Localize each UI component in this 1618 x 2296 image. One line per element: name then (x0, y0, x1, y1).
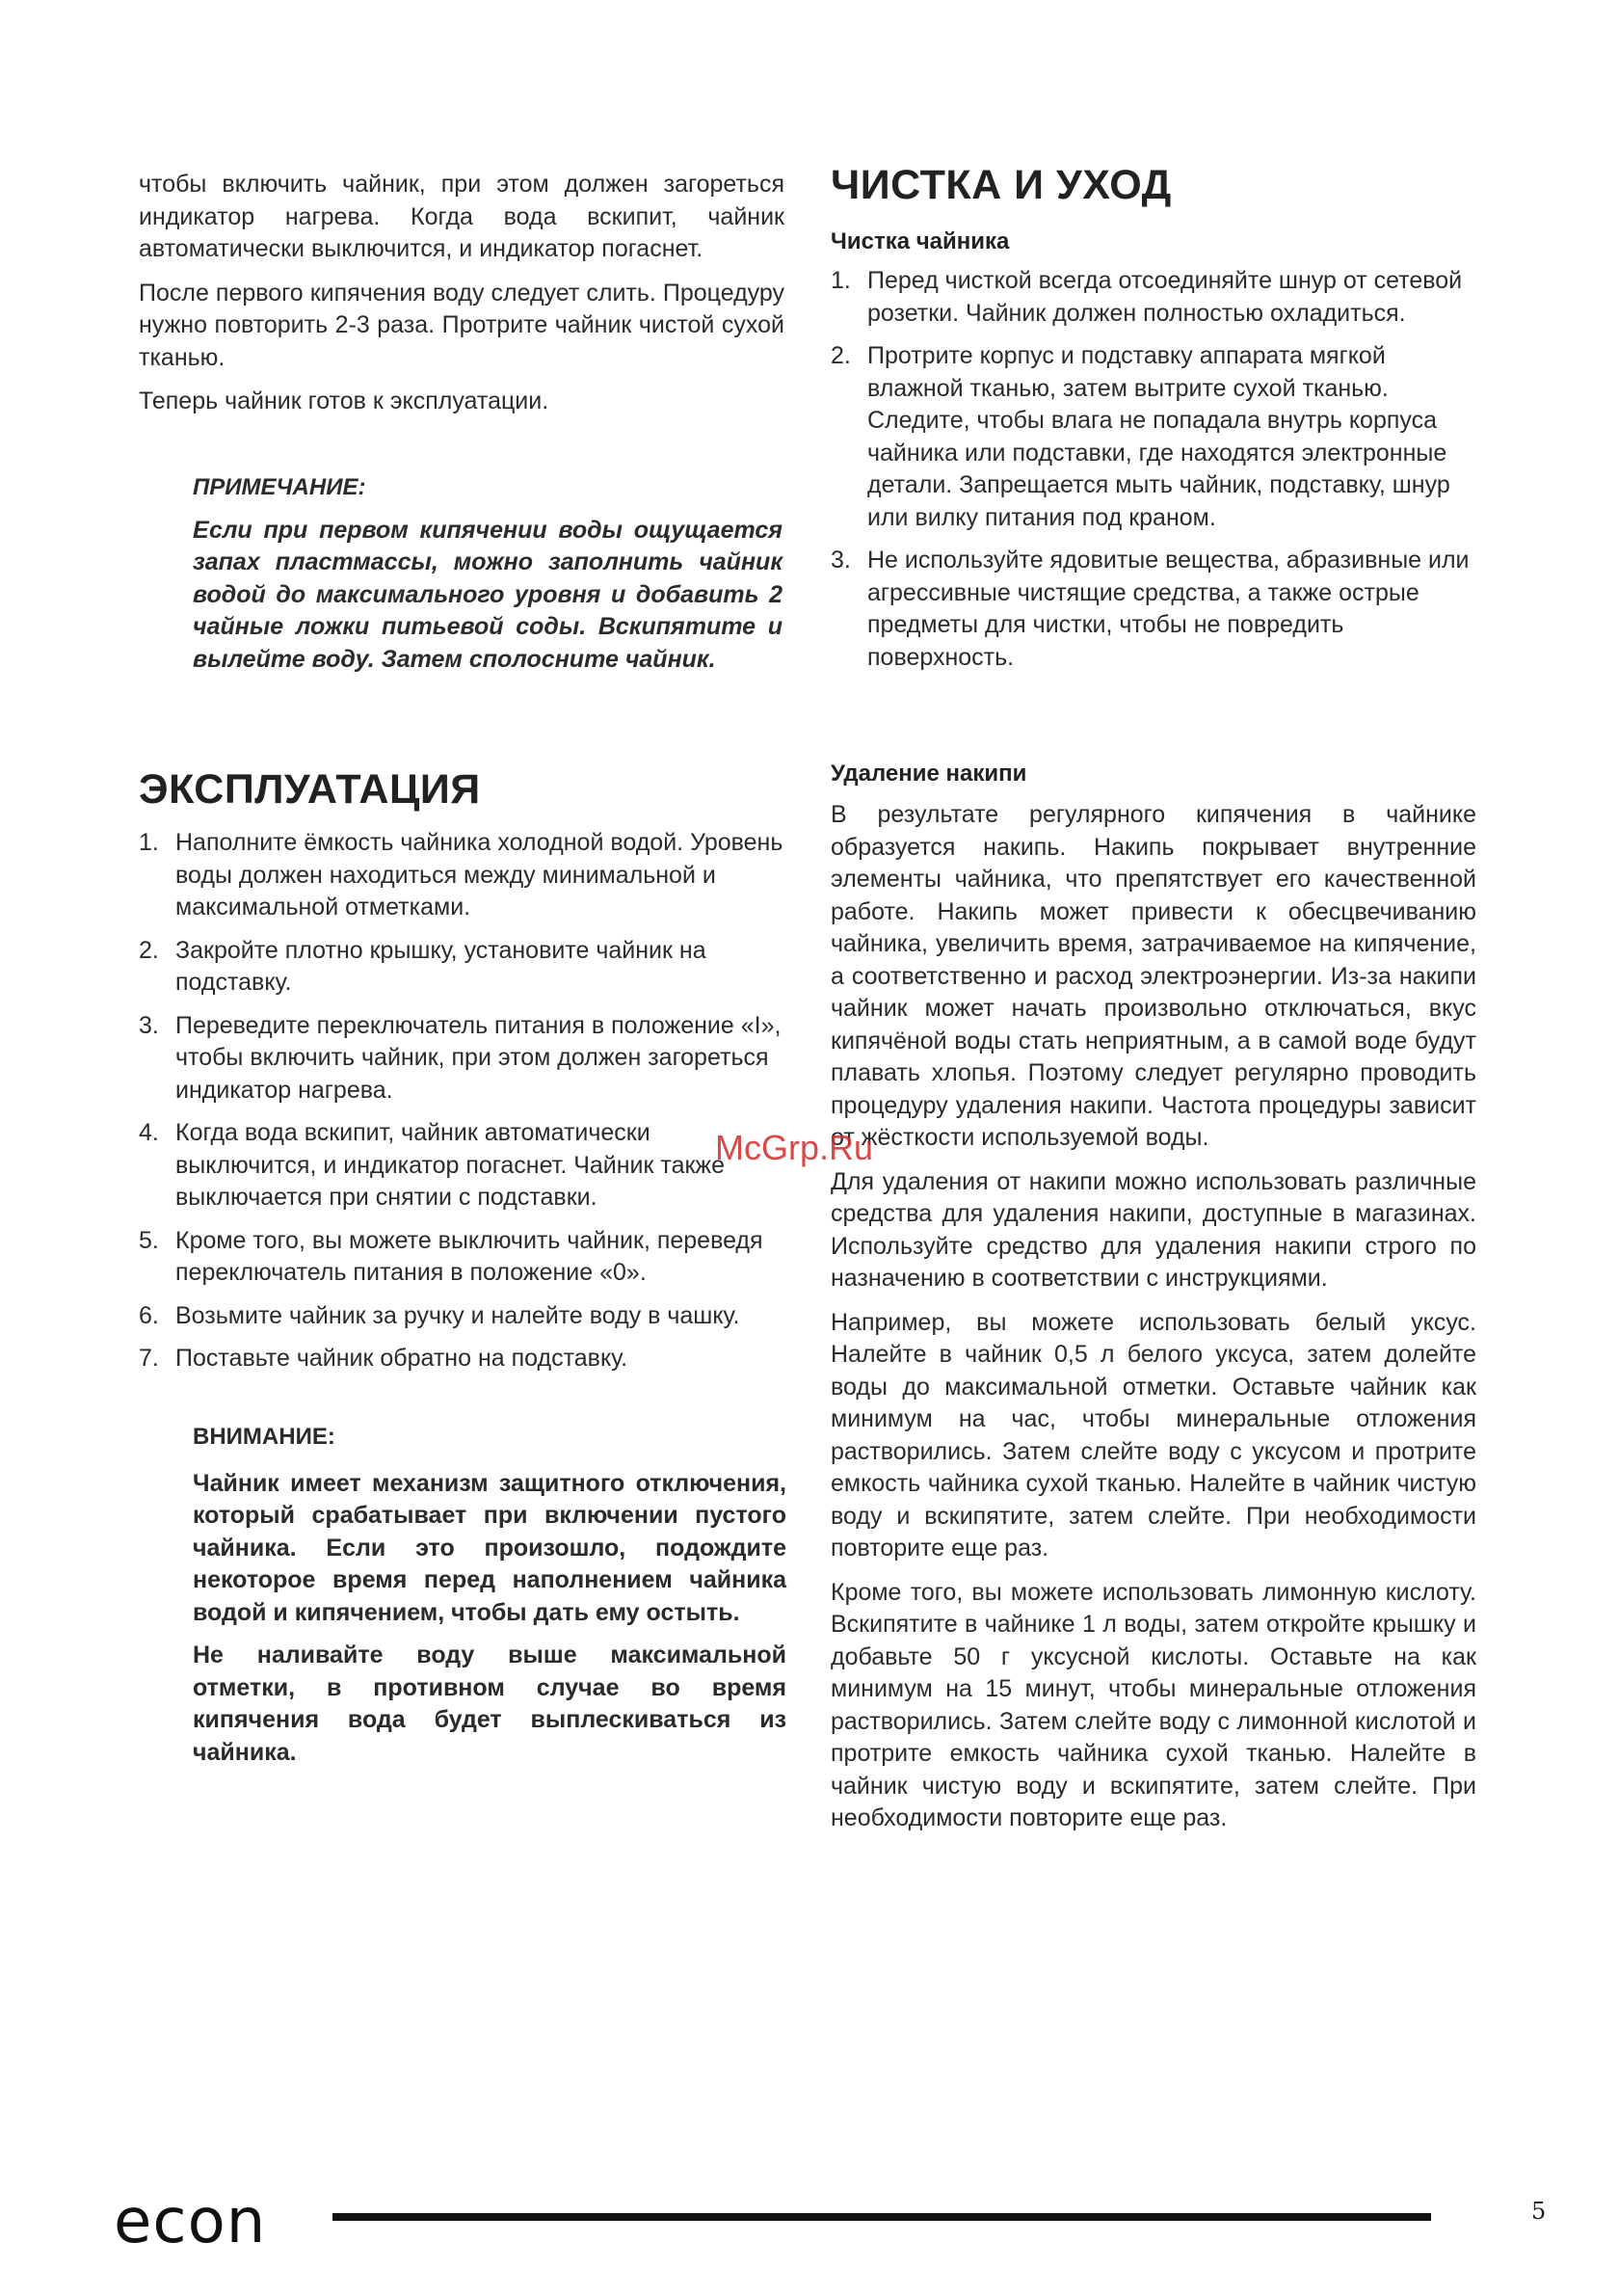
list-item: 6. Возьмите чайник за ручку и налейте воду в чашку. (139, 1301, 740, 1329)
right-column (831, 162, 1476, 1847)
left-column (139, 169, 784, 1779)
list-item: 4. Когда вода вскипит, чайник автоматически выключится, и индикатор погаснет. Чайник также выключается при снятии с подставки. (139, 1119, 726, 1211)
list-item: 7. Поставьте чайник обратно на подставку. (139, 1345, 628, 1372)
descaling-paragraph-1: В результате регулярного кипячения в чайнике образуется накипь. Накипь покрывает внутренние элементы чайника, что препятствует его качественной работе. Накипь может привести к обесцвечиванию чайника, увеличить время, затрачиваемое на кипячение, а соответственно и расход электроэнергии. Из-за накипи чайник может начать произвольно отключаться, вкус кипячёной воды стать неприятным, а в самой воде будут плавать хлопья. Поэтому следует регулярно проводить процедуру удаления накипи. Частота процедуры зависит от жёсткости используемой воды. (831, 801, 1476, 1151)
list-item: 2. Протрите корпус и подставку аппарата мягкой влажной тканью, затем вытрите сухой тканью. Следите, чтобы влага не попадала внутрь корпуса чайника или подставки, где находятся электронные детали. Запрещается мыть чайник, подставку, шнур или вилку питания под краном. (831, 342, 1450, 531)
note-block (193, 474, 782, 677)
list-item: 2. Закройте плотно крышку, установите чайник на подставку. (139, 936, 706, 996)
page-footer (0, 2169, 1618, 2257)
page-number: 5 (1531, 2198, 1547, 2225)
descaling-subheading: Удаление накипи (831, 761, 1027, 787)
list-item: 1. Наполните ёмкость чайника холодной водой. Уровень воды должен находиться между минимальной и максимальной отметками. (139, 829, 783, 921)
note-text: Если при первом кипячении воды ощущается запах пластмассы, можно заполнить чайник водой до максимального уровня и добавить 2 чайные ложки питьевой соды. Вскипятите и вылейте воду. Затем сполосните чайник. (193, 516, 782, 673)
intro-paragraph-1: чтобы включить чайник, при этом должен загореться индикатор нагрева. Когда вода вскипит, чайник автоматически выключится, и индикатор погаснет. (139, 171, 784, 262)
warning-paragraph-2: Не наливайте воду выше максимальной отметки, в противном случае во время кипячения вода будет выплескиваться из чайника. (193, 1642, 786, 1766)
descaling-paragraph-2: Для удаления от накипи можно использовать различные средства для удаления накипи, доступные в магазинах. Используйте средство для удаления накипи строго по назначению в соответствии с инструкциями. (831, 1167, 1476, 1292)
warning-block (193, 1424, 786, 1770)
list-item: 5. Кроме того, вы можете выключить чайник, переведя переключатель питания в положение «0». (139, 1226, 763, 1286)
intro-paragraph-3: Теперь чайник готов к эксплуатации. (139, 387, 549, 414)
warning-paragraph-1: Чайник имеет механизм защитного отключения, который срабатывает при включении пустого чайника. Если это произошло, подождите некоторое время перед наполнением чайника водой и кипячением, чтобы дать ему остыть. (193, 1469, 786, 1626)
list-item: 3. Не используйте ядовитые вещества, абразивные или агрессивные чистящие средства, а также острые предметы для чистки, чтобы не повредить поверхность. (831, 547, 1470, 671)
warning-title: ВНИМАНИЕ: (193, 1423, 335, 1450)
footer-rule (332, 2213, 1431, 2221)
note-title: ПРИМЕЧАНИЕ: (193, 473, 366, 500)
descaling-paragraph-3: Например, вы можете использовать белый уксус. Налейте в чайник 0,5 л белого уксуса, затем долейте воды до максимальной отметки. Оставьте чайник как минимум на час, чтобы минеральные отложения растворились. Затем слейте воду с уксусом и протрите емкость чайника сухой тканью. Налейте в чайник чистую воду и вскипятите, затем слейте. При необходимости повторите еще раз. (831, 1308, 1476, 1562)
intro-paragraph-2: После первого кипячения воду следует слить. Процедуру нужно повторить 2-3 раза. Протрите чайник чистой сухой тканью. (139, 279, 784, 371)
cleaning-list (831, 265, 1476, 674)
operation-heading: ЭКСПЛУАТАЦИЯ (139, 766, 481, 813)
operation-list (139, 827, 784, 1375)
watermark-text: McGrp.Ru (715, 1128, 874, 1167)
cleaning-heading: ЧИСТКА И УХОД (831, 162, 1172, 208)
descaling-paragraph-4: Кроме того, вы можете использовать лимонную кислоту. Вскипятите в чайнике 1 л воды, затем откройте крышку и добавьте 50 г уксусной кислоты. Оставьте на как минимум на 15 минут, чтобы минеральные отложения растворились. Затем слейте воду с лимонной кислотой и протрите емкость чайника сухой тканью. Налейте в чайник чистую воду и вскипятите, затем слейте. При необходимости повторите еще раз. (831, 1578, 1476, 1831)
list-item: 3. Переведите переключатель питания в положение «I», чтобы включить чайник, при этом должен загореться индикатор нагрева. (139, 1011, 782, 1104)
cleaning-subheading: Чистка чайника (831, 228, 1010, 254)
list-item: 1. Перед чисткой всегда отсоединяйте шнур от сетевой розетки. Чайник должен полностью охладиться. (831, 267, 1463, 327)
brand-logo: econ (114, 2186, 267, 2257)
